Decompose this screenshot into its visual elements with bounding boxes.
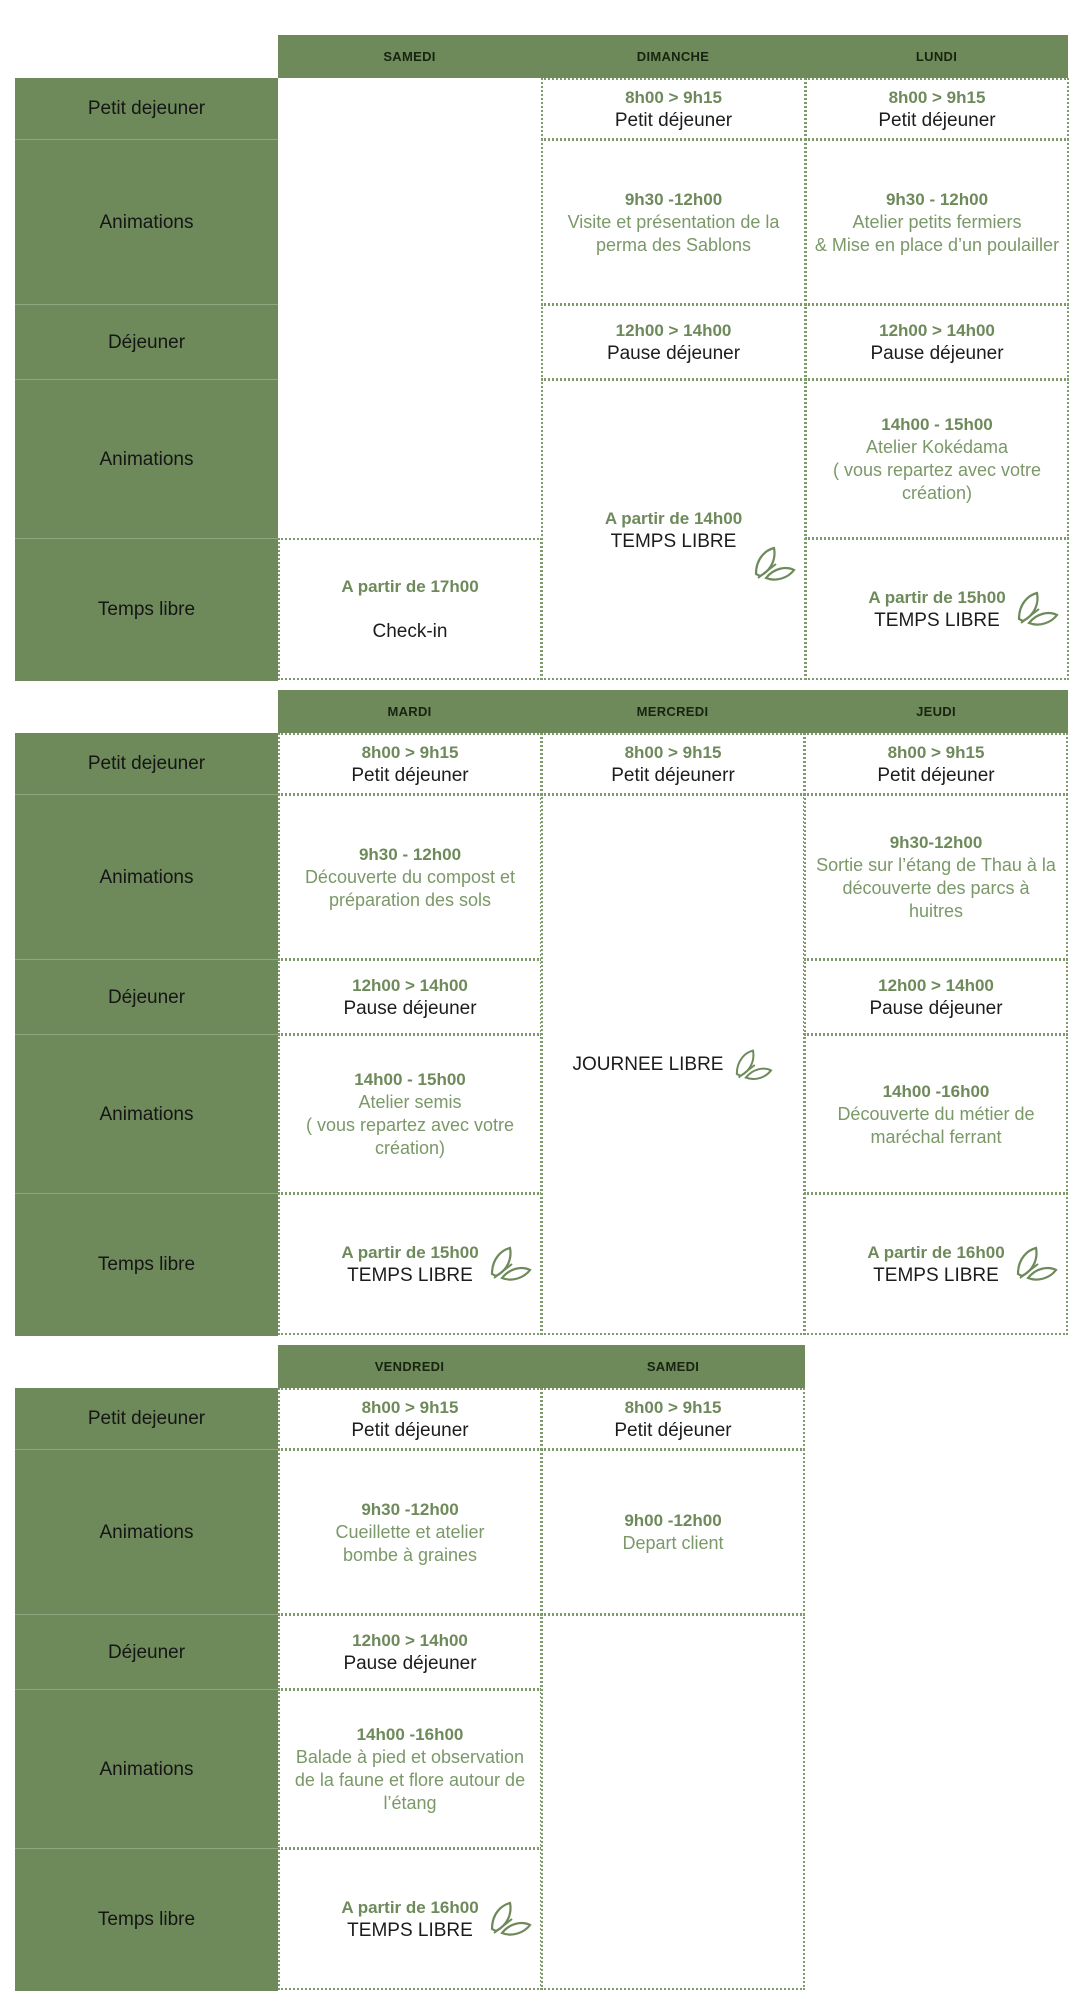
mercredi-pdj-cell [541, 733, 805, 795]
desc-text: Atelier semis [358, 1092, 462, 1112]
desc-text: Cueillette et atelier bombe à graines [335, 1521, 485, 1565]
time-text: 14h00 -16h00 [882, 1081, 990, 1101]
row-label-dejeuner: Déjeuner [15, 304, 278, 380]
dimanche-pdj-cell [541, 78, 806, 140]
desc-text: Pause déjeuner [869, 998, 1003, 1019]
time-text: 12h00 > 14h00 [878, 976, 994, 995]
time-text: 14h00 - 15h00 [881, 415, 993, 434]
mardi-pdj-cell [278, 733, 542, 795]
desc-text: Petit déjeuner [351, 765, 469, 786]
row-label-animations: Animations [15, 139, 278, 305]
samedi2-empty-cell [541, 1614, 805, 1990]
desc-text: & Mise en place d’un poulailler [814, 234, 1060, 255]
row-label-temps-libre: Temps libre [15, 1848, 278, 1991]
desc-text: Pause déjeuner [606, 343, 741, 364]
row-label-temps-libre: Temps libre [15, 538, 278, 681]
row-label-dejeuner: Déjeuner [15, 1614, 278, 1690]
row-label-animations: Animations [15, 794, 278, 960]
desc-text: Pause déjeuner [343, 998, 477, 1019]
header-dimanche: DIMANCHE [541, 35, 805, 78]
time-text: 9h30 -12h00 [361, 1499, 459, 1519]
time-text: 14h00 - 15h00 [354, 1070, 466, 1089]
row-label-petit-dejeuner: Petit dejeuner [15, 1388, 278, 1449]
header-lundi: LUNDI [805, 35, 1068, 78]
desc-text: Balade à pied et observation de la faune et flore autour de l’étang [294, 1747, 526, 1813]
samedi2-pdj-cell [541, 1388, 805, 1450]
time-text: 8h00 > 9h15 [624, 1398, 722, 1417]
time-text: 14h00 -16h00 [356, 1725, 464, 1744]
jeudi-dej-cell [804, 959, 1068, 1035]
desc-text: TEMPS LIBRE [347, 1920, 473, 1941]
header-mardi: MARDI [278, 690, 541, 733]
time-text: A partir de 17h00 [341, 577, 479, 596]
desc-text: Sortie sur l’étang de Thau à la découverte des parcs à huitres [816, 855, 1056, 921]
header-samedi: SAMEDI [541, 1345, 805, 1388]
mardi-anim2-cell [278, 1034, 542, 1194]
desc-text: Pause déjeuner [343, 1653, 477, 1674]
header-mercredi: MERCREDI [541, 690, 804, 733]
lundi-anim2-cell [805, 379, 1069, 539]
leaf-icon [1015, 589, 1059, 629]
time-text: A partir de 15h00 [868, 588, 1006, 607]
leaf-icon [488, 1244, 532, 1284]
row-label-animations: Animations [15, 1689, 278, 1849]
vendredi-anim2-cell [278, 1689, 542, 1849]
desc-text: TEMPS LIBRE [347, 1265, 473, 1286]
vendredi-dej-cell [278, 1614, 542, 1690]
header-samedi: SAMEDI [278, 35, 541, 78]
lundi-temps-libre-cell [805, 538, 1069, 680]
empty-cell [278, 78, 541, 538]
samedi2-anim1-cell [541, 1449, 805, 1615]
row-label-animations: Animations [15, 379, 278, 539]
dimanche-anim1-cell [541, 139, 806, 305]
desc-text: Petit déjeuner [614, 1420, 732, 1441]
row-label-animations: Animations [15, 1034, 278, 1194]
jeudi-pdj-cell [804, 733, 1068, 795]
jeudi-anim2-cell [804, 1034, 1068, 1194]
header-vendredi: VENDREDI [278, 1345, 541, 1388]
leaf-icon [488, 1899, 532, 1939]
desc-text: JOURNEE LIBRE [572, 1054, 724, 1075]
time-text: 8h00 > 9h15 [888, 88, 986, 107]
desc-text: Atelier petits fermiers [852, 211, 1022, 232]
desc-text: TEMPS LIBRE [874, 610, 1000, 631]
leaf-icon [1014, 1244, 1058, 1284]
row-label-animations: Animations [15, 1449, 278, 1615]
desc-text: ( vous repartez avec votre création) [305, 1115, 515, 1158]
time-text: 9h30 - 12h00 [885, 189, 989, 209]
time-text: 12h00 > 14h00 [352, 976, 468, 995]
desc-text: ( vous repartez avec votre création) [832, 460, 1042, 503]
leaf-icon [752, 544, 796, 584]
dimanche-temps-libre-cell [541, 379, 806, 680]
time-text: A partir de 14h00 [604, 508, 743, 528]
desc-text: Petit déjeuner [877, 765, 995, 786]
desc-text: TEMPS LIBRE [610, 530, 737, 552]
time-text: A partir de 16h00 [867, 1243, 1005, 1262]
time-text: 9h30 - 12h00 [358, 844, 462, 864]
time-text: 8h00 > 9h15 [361, 1398, 459, 1417]
time-text: 12h00 > 14h00 [352, 1631, 468, 1650]
time-text: 9h30 -12h00 [624, 189, 723, 209]
desc-text: Découverte du métier de maréchal ferrant [837, 1103, 1035, 1147]
time-text: 8h00 > 9h15 [624, 743, 722, 762]
lundi-anim1-cell [805, 139, 1069, 305]
lundi-pdj-cell [805, 78, 1069, 140]
desc-text: Depart client [622, 1533, 724, 1553]
desc-text: Pause déjeuner [870, 343, 1004, 364]
desc-text: TEMPS LIBRE [873, 1265, 999, 1286]
samedi-temps-libre-cell [278, 538, 542, 680]
jeudi-temps-libre-cell [804, 1193, 1068, 1335]
time-text: A partir de 16h00 [341, 1898, 479, 1917]
desc-text: Petit déjeuner [351, 1420, 469, 1441]
desc-text: Atelier Kokédama [865, 437, 1009, 457]
header-jeudi: JEUDI [804, 690, 1068, 733]
row-label-petit-dejeuner: Petit dejeuner [15, 78, 278, 139]
time-text: 9h00 -12h00 [624, 1511, 722, 1530]
row-label-petit-dejeuner: Petit dejeuner [15, 733, 278, 794]
lundi-dej-cell [805, 304, 1069, 380]
jeudi-anim1-cell [804, 794, 1068, 960]
mardi-anim1-cell [278, 794, 542, 960]
dimanche-dej-cell [541, 304, 806, 380]
row-label-dejeuner: Déjeuner [15, 959, 278, 1035]
time-text: 12h00 > 14h00 [879, 321, 995, 340]
time-text: 8h00 > 9h15 [361, 743, 459, 762]
desc-text: Petit déjeuner [878, 110, 996, 131]
desc-text: Visite et présentation de la perma des Sablons [567, 211, 780, 255]
vendredi-temps-libre-cell [278, 1848, 542, 1990]
mercredi-journee-libre-cell [541, 794, 805, 1335]
vendredi-pdj-cell [278, 1388, 542, 1450]
time-text: 8h00 > 9h15 [625, 88, 722, 107]
time-text: A partir de 15h00 [341, 1243, 479, 1262]
time-text: 12h00 > 14h00 [615, 321, 732, 340]
time-text: 9h30-12h00 [889, 833, 983, 852]
desc-text: Petit déjeunerr [611, 765, 735, 786]
desc-text: Petit déjeuner [614, 110, 733, 131]
mardi-dej-cell [278, 959, 542, 1035]
desc-text: Découverte du compost et préparation des sols [304, 866, 516, 910]
time-text: 8h00 > 9h15 [887, 743, 985, 762]
mardi-temps-libre-cell [278, 1193, 542, 1335]
leaf-icon [733, 1047, 773, 1083]
desc-text: Check-in [372, 621, 448, 642]
vendredi-anim1-cell [278, 1449, 542, 1615]
row-label-temps-libre: Temps libre [15, 1193, 278, 1336]
